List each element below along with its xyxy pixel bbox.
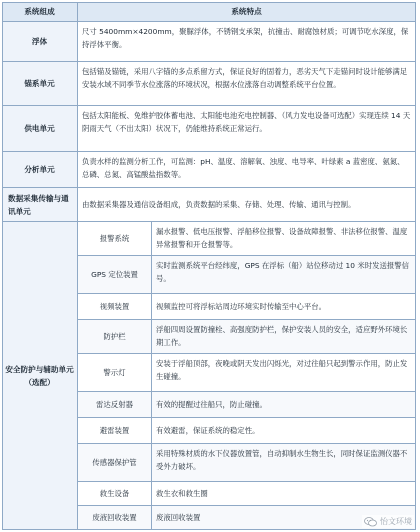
row-name-mooring-unit: 锚系单元 bbox=[2, 62, 78, 106]
wechat-icon bbox=[364, 517, 377, 527]
safety-sub-waste-liquid: 废液回收装置 bbox=[78, 506, 152, 530]
row-name-floating-body: 浮体 bbox=[2, 22, 78, 62]
safety-sub-guardrail: 防护栏 bbox=[78, 320, 152, 354]
safety-sub-warning-light: 警示灯 bbox=[78, 354, 152, 392]
row-desc-power-unit: 包括太阳能板、免维护胶体蓄电池、太阳能电池充电控制器、（风力发电设备可选配）实现连续 14 天阴雨天气（不出太阳）状况下，仍能维持系统正常运行。 bbox=[78, 106, 416, 152]
safety-desc-waste-liquid: 废液回收装置 bbox=[152, 506, 416, 530]
safety-desc-gps: 实时监测系统平台经纬度，GPS 在浮标（船）站位移动过 10 米时发送报警信号。 bbox=[152, 256, 416, 294]
safety-desc-guardrail: 浮船四周设置防撞栓、高强度防护栏，保护安装人员的安全，适应野外环境长期工作。 bbox=[152, 320, 416, 354]
safety-desc-warning-light: 安装于浮船顶部，夜晚或阴天发出闪烁光，对过往船只起到警示作用，防止发生碰撞。 bbox=[152, 354, 416, 392]
safety-sub-lightning-protection: 避雷装置 bbox=[78, 418, 152, 444]
header-system-composition: 系统组成 bbox=[2, 2, 78, 22]
safety-sub-alarm: 报警系统 bbox=[78, 222, 152, 256]
safety-sub-gps: GPS 定位装置 bbox=[78, 256, 152, 294]
watermark-text: 怡文环境 bbox=[380, 517, 412, 526]
row-name-data-transmission-unit: 数据采集传输与通讯单元 bbox=[2, 188, 78, 222]
safety-desc-alarm: 漏水报警、低电压报警、浮船移位报警、设备故障报警、非法移位报警、温度异常报警和开仓报警等。 bbox=[152, 222, 416, 256]
safety-desc-video: 视频监控可将浮标站周边环境实时传输至中心平台。 bbox=[152, 294, 416, 320]
safety-desc-lifesaving: 救生衣和救生圈 bbox=[152, 482, 416, 506]
safety-sub-video: 视频装置 bbox=[78, 294, 152, 320]
safety-desc-sensor-tube: 采用特殊材质的水下仪器放置管，自动抑制水生物生长，同时保证监测仪器不受外力破坏。 bbox=[152, 444, 416, 482]
safety-desc-radar-reflector: 有效的提醒过往船只，防止碰撞。 bbox=[152, 392, 416, 418]
row-name-analysis-unit: 分析单元 bbox=[2, 152, 78, 188]
system-composition-table bbox=[2, 2, 416, 530]
header-system-features: 系统特点 bbox=[78, 2, 416, 22]
row-name-power-unit: 供电单元 bbox=[2, 106, 78, 152]
row-desc-mooring-unit: 包括锚及锚链，采用八字锚的多点系留方式，保证良好的固着力，恶劣天气下走锚问时设计能够满足安装水域不同季节水位涨落的环境状况，根据水位涨落自动调整系统平台位置。 bbox=[78, 62, 416, 106]
row-desc-floating-body: 尺寸 5400mm×4200mm，聚脲浮体，不锈钢支承架，抗撞击、耐腐蚀材质；可调节吃水深度，保持浮体平衡。 bbox=[78, 22, 416, 62]
row-name-safety-unit: 安全防护与辅助单元（选配） bbox=[2, 222, 78, 530]
row-desc-data-transmission-unit: 由数据采集器及通信设备组成，负责数据的采集、存储、处理、传输、通讯与控制。 bbox=[78, 188, 416, 222]
watermark bbox=[362, 515, 414, 528]
safety-sub-sensor-tube: 传感器保护管 bbox=[78, 444, 152, 482]
safety-sub-radar-reflector: 雷达反射器 bbox=[78, 392, 152, 418]
row-desc-analysis-unit: 负责水样的监测分析工作，可监测：pH、温度、溶解氧、浊度、电导率、叶绿素 a 蓝密度、氨氮、总磷、总氮、高锰酸盐指数等。 bbox=[78, 152, 416, 188]
safety-sub-lifesaving: 救生设备 bbox=[78, 482, 152, 506]
safety-desc-lightning-protection: 有效避雷，保证系统的稳定性。 bbox=[152, 418, 416, 444]
